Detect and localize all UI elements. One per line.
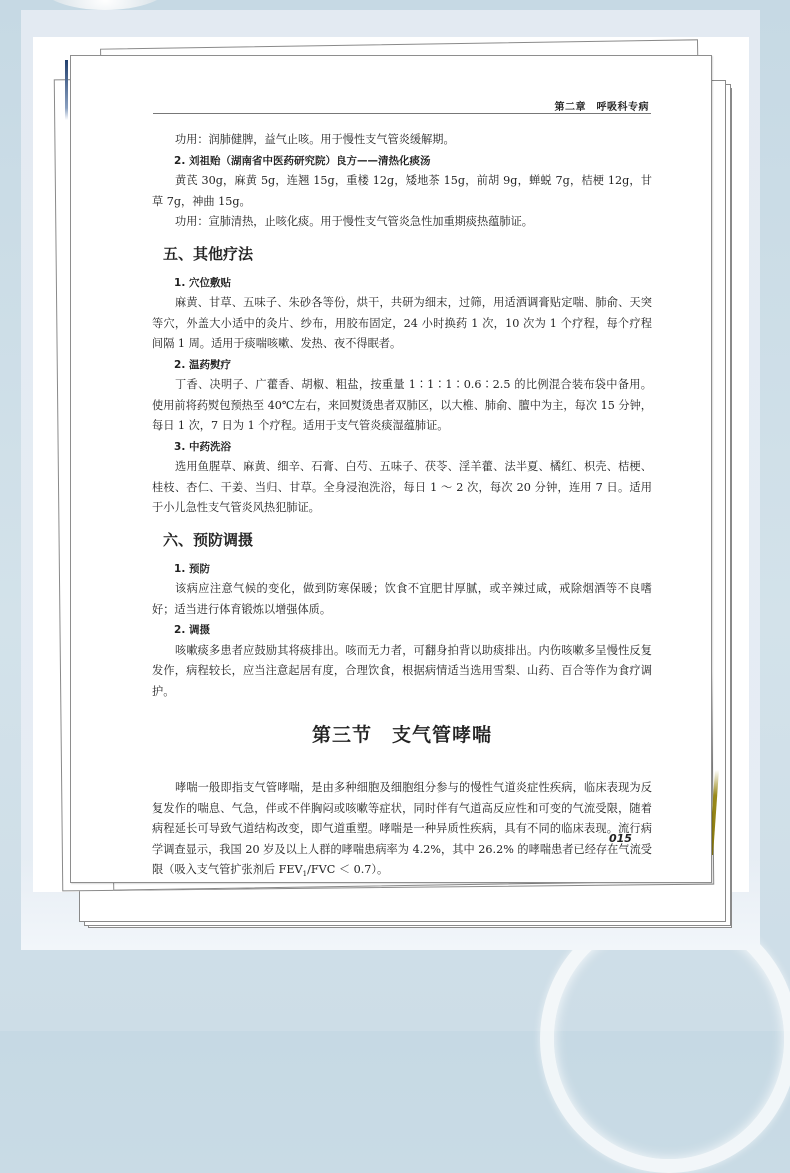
paragraph: 该病应注意气候的变化，做到防寒保暖；饮食不宜肥甘厚腻，或辛辣过咸，戒除烟酒等不良嗜好；适当进行体育锻炼以增强体质。	[152, 582, 652, 616]
subheading: 2. 温药熨疗	[174, 358, 231, 371]
paragraph: 选用鱼腥草、麻黄、细辛、石膏、白芍、五味子、茯苓、淫羊藿、法半夏、橘红、枳壳、桔梗、桂枝、杏仁、干姜、当归、甘草。全身浸泡洗浴，每日 1 ～ 2 次，每次 20 分钟，连用 7 日。适用于小儿急性支气管炎风热犯肺证。	[152, 460, 652, 514]
running-header: 第二章 呼吸科专病	[153, 98, 651, 114]
book-cover-edge	[65, 60, 68, 120]
subscript: 1	[302, 870, 308, 879]
section-heading: 五、其他疗法	[163, 244, 254, 263]
intro-text: 哮喘一般即指支气管哮喘，是由多种细胞及细胞组分参与的慢性气道炎症性疾病，临床表现为反复发作的喘息、气急，伴或不伴胸闷或咳嗽等症状，同时伴有气道高反应性和可变的气流受限，随着病程延长可导致气道结构改变，即气道重塑。哮喘是一种异质性疾病，具有不同的临床表现。流行病学调查显示，我国 20 岁及以上人群的哮喘患病率为 4.2%，其中 26.2% 的哮喘患者已经存在气流受限（吸入支气管扩张剂后 FEV	[152, 781, 652, 876]
section-heading: 六、预防调摄	[163, 530, 254, 549]
intro-tail: /FVC ＜ 0.7）。	[307, 863, 389, 876]
paragraph: 麻黄、甘草、五味子、朱砂各等份，烘干，共研为细末，过筛，用适酒调膏贴定喘、肺俞、天突等穴，外盖大小适中的灸片、纱布，用胶布固定，24 小时换药 1 次，10 次为 1 个疗程，每个疗程间隔 1 周。适用于痰喘咳嗽、发热、夜不得眠者。	[152, 296, 652, 350]
book-page	[70, 55, 712, 883]
decorative-orb	[40, 0, 170, 10]
subheading: 2. 调摄	[174, 624, 210, 636]
paragraph	[152, 778, 652, 885]
paragraph: 咳嗽痰多患者应鼓励其将痰排出。咳而无力者，可翻身拍背以助痰排出。内伤咳嗽多呈慢性反复发作，病程较长，应当注意起居有度，合理饮食，根据病情适当选用雪梨、山药、百合等作为食疗调护。	[152, 643, 652, 698]
paragraph: 丁香、决明子、广藿香、胡椒、粗盐，按重量 1∶1∶1∶0.6∶2.5 的比例混合装布袋中备用。使用前将药熨包预热至 40℃左右，来回熨烫患者双肺区，以大椎、肺俞、膻中为主，每次 15 分钟，每日 1 次，7 日为 1 个疗程。适用于支气管炎痰湿蕴肺证。	[152, 378, 652, 432]
subheading: 2. 刘祖贻（湖南省中医药研究院）良方——清热化痰汤	[174, 154, 431, 167]
subheading: 1. 预防	[174, 562, 210, 575]
subheading: 3. 中药洗浴	[174, 440, 231, 453]
page-body	[152, 130, 652, 885]
chapter-section-title: 第三节 支气管哮喘	[311, 724, 492, 746]
paragraph: 功用：宣肺清热，止咳化痰。用于慢性支气管炎急性加重期痰热蕴肺证。	[174, 215, 533, 228]
subheading: 1. 穴位敷贴	[174, 276, 231, 289]
page-number: 015	[609, 832, 632, 845]
paragraph: 黄芪 30g，麻黄 5g，连翘 15g，重楼 12g，矮地茶 15g，前胡 9g，蝉蜕 7g，桔梗 12g，甘草 7g，神曲 15g。	[152, 174, 652, 208]
paragraph: 功用：润肺健脾，益气止咳。用于慢性支气管炎缓解期。	[174, 133, 455, 146]
